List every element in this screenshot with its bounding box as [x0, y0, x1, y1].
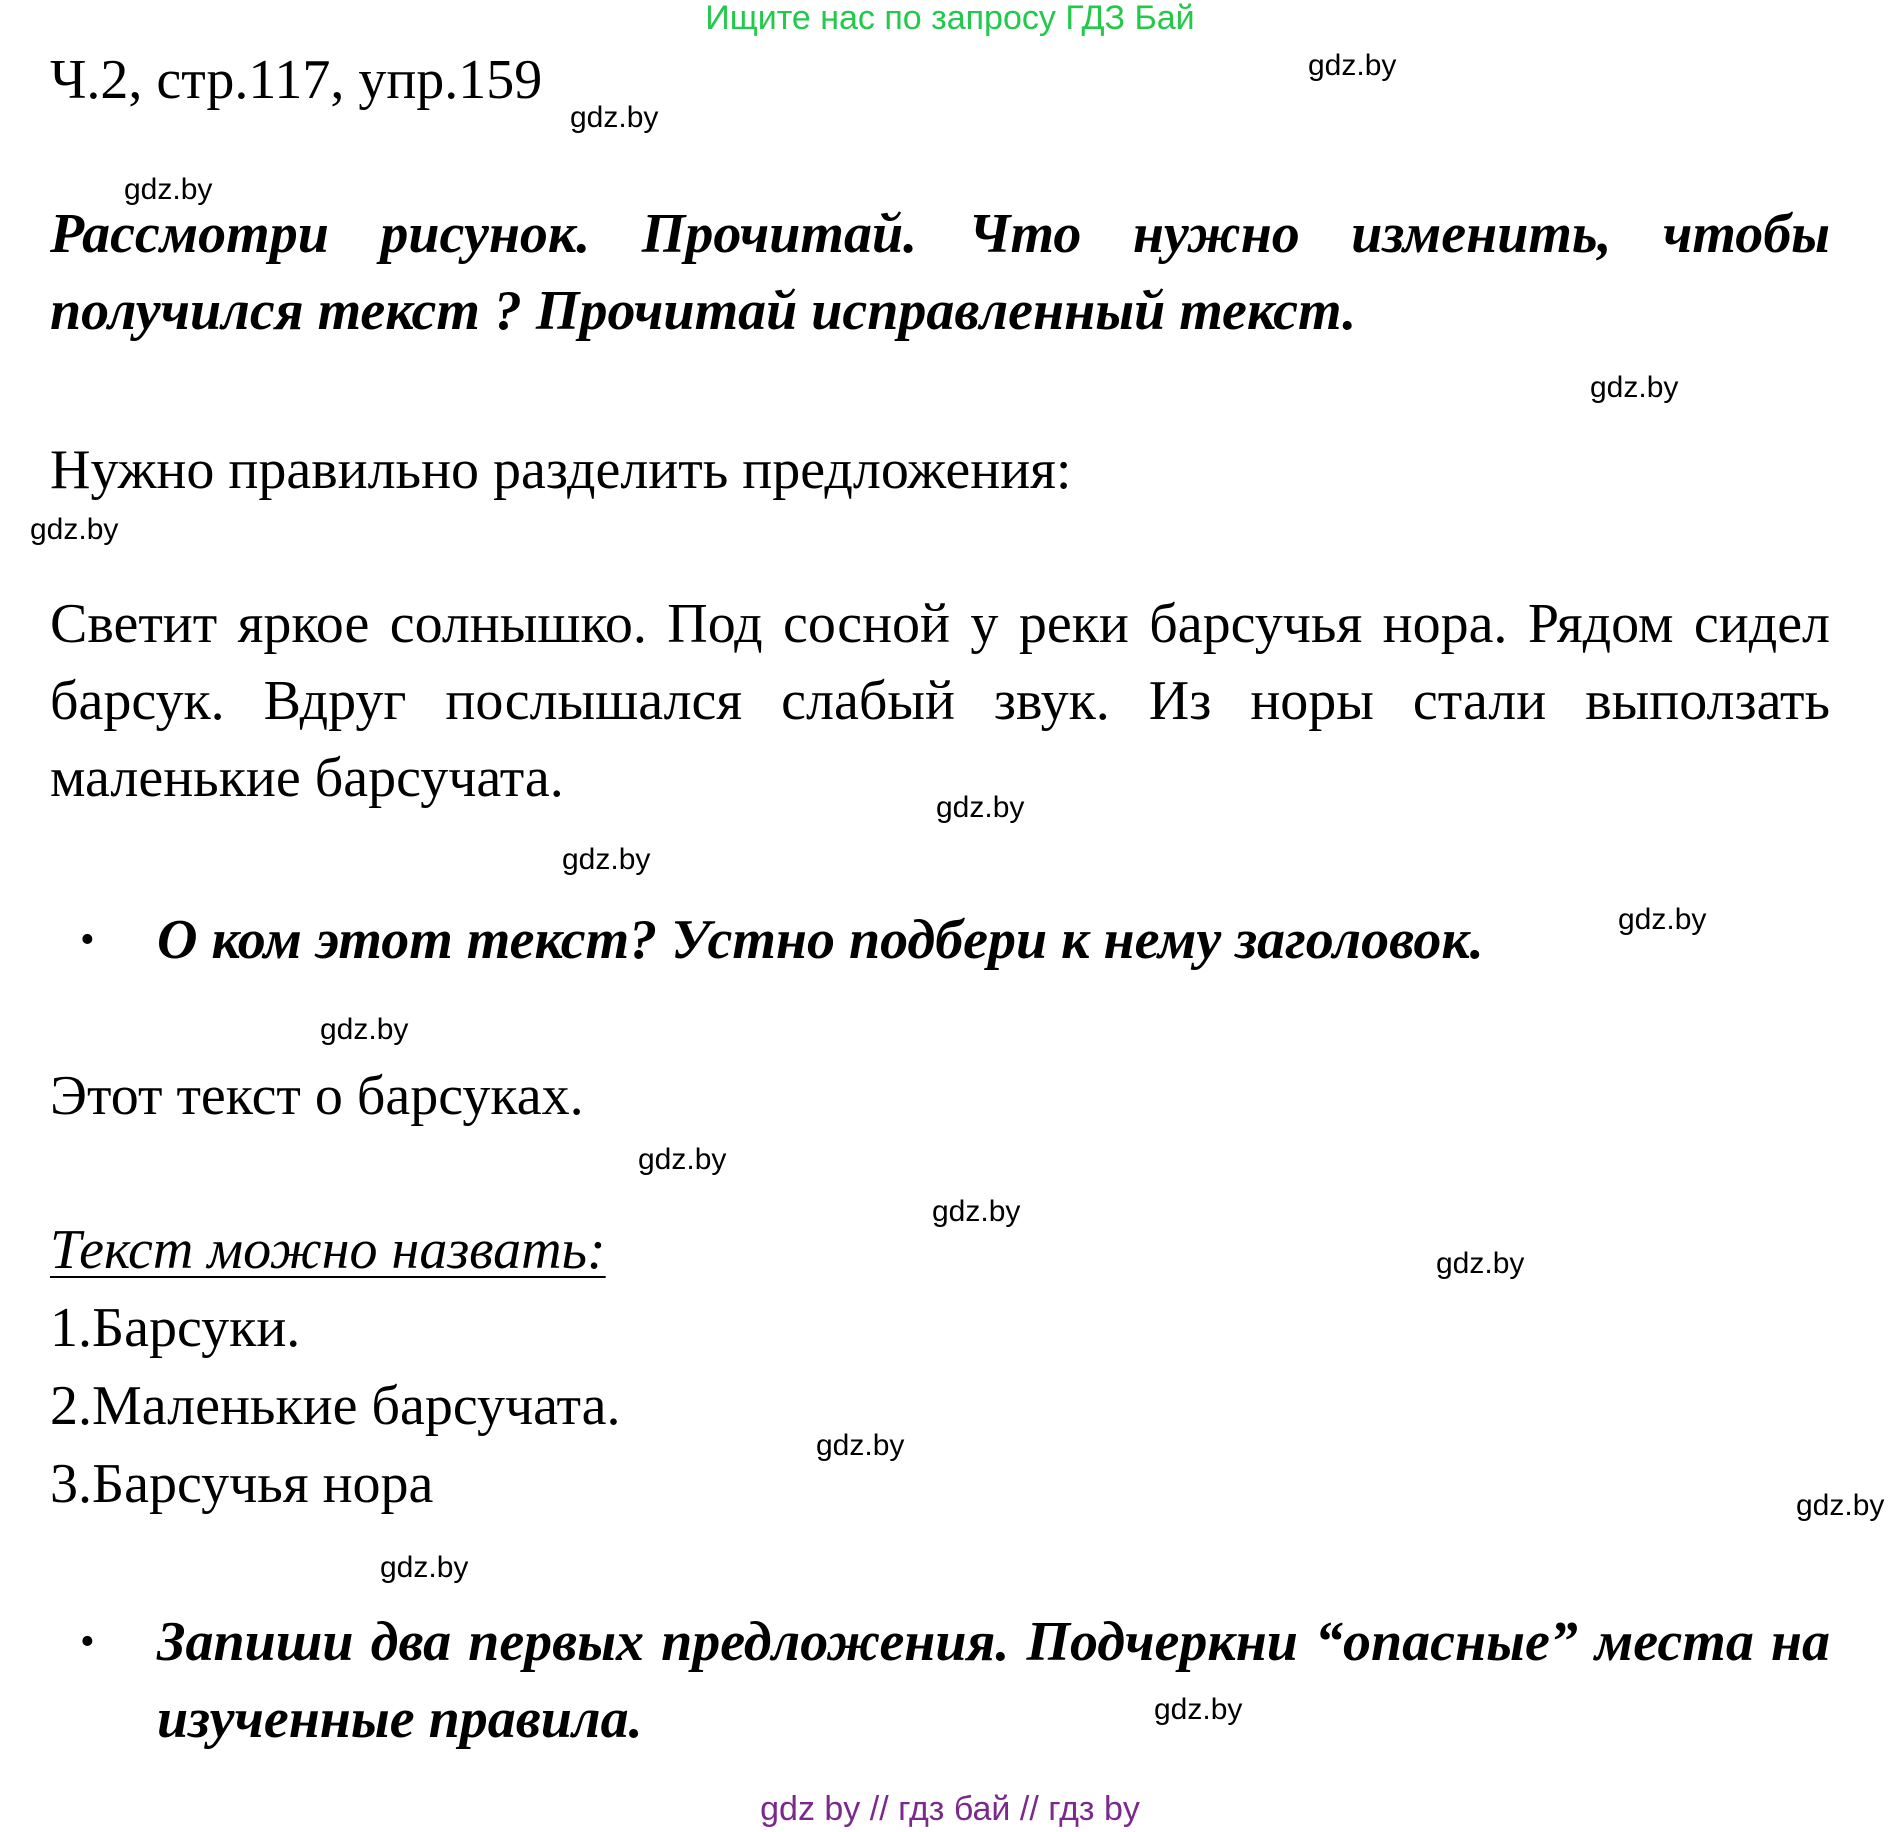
watermark: gdz.by	[562, 843, 651, 876]
watermark: gdz.by	[1590, 371, 1679, 404]
watermark: gdz.by	[1796, 1489, 1885, 1522]
watermark: gdz.by	[1618, 903, 1707, 936]
watermark: gdz.by	[1308, 49, 1397, 82]
watermark: gdz.by	[30, 513, 119, 546]
footer-links: gdz by // гдз бай // гдз by	[760, 1790, 1140, 1828]
list-item: 2.Маленькие барсучата.	[50, 1375, 621, 1437]
watermark: gdz.by	[816, 1429, 905, 1462]
task-2-instruction: О ком этот текст? Устно подбери к нему заголовок.	[157, 909, 1484, 971]
answer-2: Этот текст о барсуках.	[50, 1065, 584, 1127]
task-3-instruction: Запиши два первых предложения. Подчеркни “опасные” места на изученные правила.	[157, 1611, 1830, 1750]
list-item: 1.Барсуки.	[50, 1297, 301, 1359]
watermark: gdz.by	[638, 1143, 727, 1176]
watermark: gdz.by	[570, 101, 659, 134]
list-item: 3.Барсучья нора	[50, 1453, 434, 1515]
watermark: gdz.by	[1436, 1247, 1525, 1280]
bullet-icon: •	[80, 917, 95, 963]
watermark: gdz.by	[124, 173, 213, 206]
top-banner: Ищите нас по запросу ГДЗ Бай	[705, 0, 1195, 37]
watermark: gdz.by	[320, 1013, 409, 1046]
titles-heading: Текст можно назвать:	[50, 1219, 606, 1281]
page-header: Ч.2, стр.117, упр.159	[50, 49, 543, 111]
watermark: gdz.by	[932, 1195, 1021, 1228]
watermark: gdz.by	[380, 1551, 469, 1584]
bullet-icon: •	[80, 1619, 95, 1665]
answer-1: Нужно правильно разделить предложения:	[50, 439, 1072, 501]
watermark: gdz.by	[936, 791, 1025, 824]
corrected-text: Светит яркое солнышко. Под сосной у реки барсучья нора. Рядом сидел барсук. Вдруг послышался слабый звук. Из норы стали выползать маленькие барсучата.	[50, 593, 1830, 809]
watermark: gdz.by	[1154, 1693, 1243, 1726]
task-1-instruction: Рассмотри рисунок. Прочитай. Что нужно изменить, чтобы получился текст ? Прочитай исправленный текст.	[50, 203, 1830, 342]
